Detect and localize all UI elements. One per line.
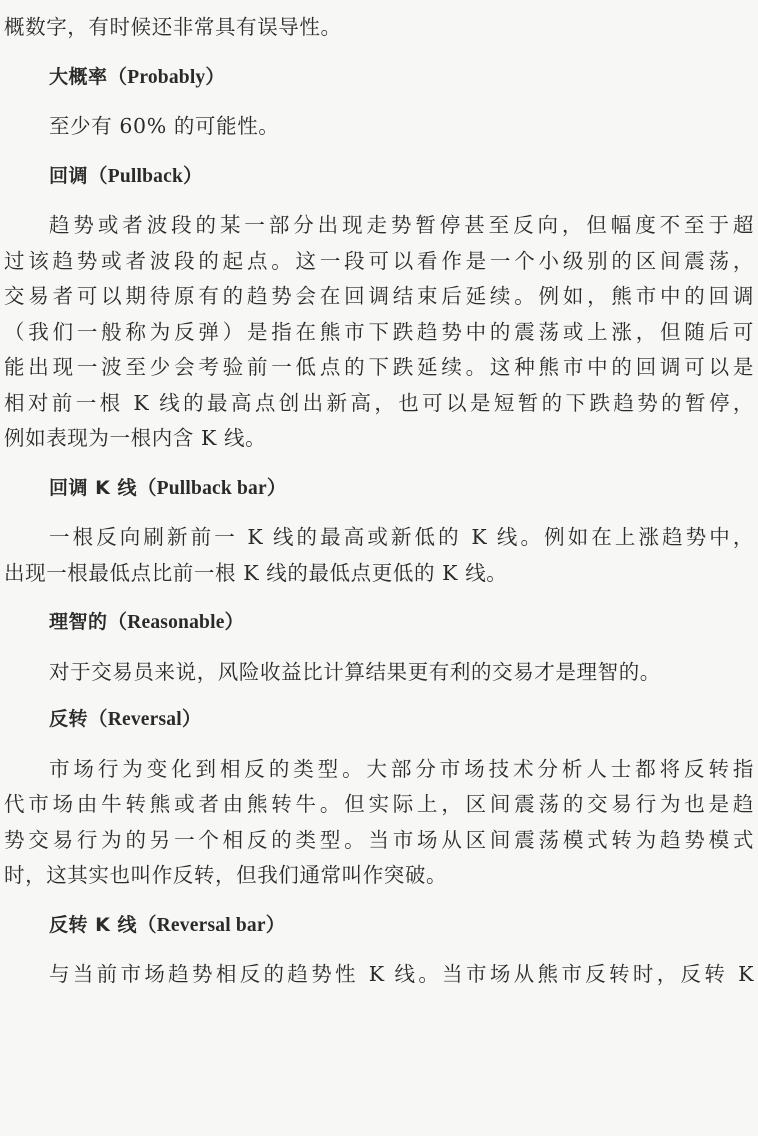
- glossary-term-pullback: [4, 159, 754, 195]
- term-en: （Reasonable）: [107, 612, 245, 633]
- text-line: 市场行为变化到相反的类型。大部分市场技术分析人士都将反转指: [49, 756, 754, 781]
- term-zh: 反转: [49, 708, 89, 730]
- glossary-term-reversal: [4, 702, 754, 738]
- text-line: 交易者可以期待原有的趋势会在回调结束后延续。例如，熊市中的回调: [4, 284, 754, 308]
- definition-probably: [4, 109, 754, 145]
- term-zh: 回调: [49, 164, 89, 187]
- definition-reversal-bar: [4, 957, 754, 993]
- term-en: （Probably）: [107, 66, 226, 88]
- glossary-term-pullback-bar: [4, 471, 754, 507]
- text-line: 趋势或者波段的某一部分出现走势暂停甚至反向，但幅度不至于超: [49, 213, 754, 237]
- term-zh: 反转 K 线: [49, 913, 137, 936]
- text-line: 相对前一根 K 线的最高点创出新高，也可以是短暂的下跌趋势的暂停，: [4, 390, 754, 415]
- term-zh: 大概率: [49, 65, 108, 88]
- text-line: 时，这其实也叫作反转，但我们通常叫作突破。: [4, 863, 448, 887]
- text-line: 例如表现为一根内含 K 线。: [4, 426, 267, 450]
- text-line: 出现一根最低点比前一根 K 线的最低点更低的 K 线。: [4, 560, 508, 585]
- term-en: （Pullback bar）: [136, 477, 287, 499]
- glossary-term-probably: [4, 60, 754, 96]
- glossary-term-reversal-bar: [4, 908, 754, 944]
- definition-pullback: [4, 208, 754, 457]
- term-zh: 理智的: [49, 611, 108, 633]
- text-line: 过该趋势或者波段的起点。这一段可以看作是一个小级别的区间震荡，: [4, 248, 754, 273]
- text-line: 至少有 60% 的可能性。: [49, 114, 280, 138]
- text-line: 对于交易员来说，风险收益比计算结果更有利的交易才是理智的。: [49, 659, 661, 684]
- text-line: 势交易行为的另一个相反的类型。当市场从区间震荡模式转为趋势模式: [4, 827, 754, 852]
- term-en: （Reversal）: [88, 709, 202, 730]
- term-en: （Reversal bar）: [136, 914, 286, 936]
- glossary-term-reasonable: [4, 605, 754, 641]
- text-line: 代市场由牛转熊或者由熊转牛。但实际上，区间震荡的交易行为也是趋: [4, 792, 754, 816]
- text-line: 一根反向刷新前一 K 线的最高或新低的 K 线。例如在上涨趋势中，: [49, 525, 754, 549]
- text-line: 概数字，有时候还非常具有误导性。: [4, 15, 342, 39]
- text-line: （我们一般称为反弹）是指在熊市下跌趋势中的震荡或上涨，但随后可: [4, 319, 754, 344]
- definition-pullback-bar: [4, 520, 754, 591]
- text-line: 能出现一波至少会考验前一低点的下跌延续。这种熊市中的回调可以是: [4, 355, 754, 379]
- text-line: 与当前市场趋势相反的趋势性 K 线。当市场从熊市反转时，反转 K: [49, 962, 754, 986]
- term-en: （Pullback）: [88, 165, 203, 187]
- definition-reversal: [4, 752, 754, 894]
- glossary-page: [4, 10, 754, 1007]
- intro-paragraph: [4, 10, 754, 46]
- definition-reasonable: [4, 655, 754, 691]
- term-zh: 回调 K 线: [49, 476, 137, 499]
